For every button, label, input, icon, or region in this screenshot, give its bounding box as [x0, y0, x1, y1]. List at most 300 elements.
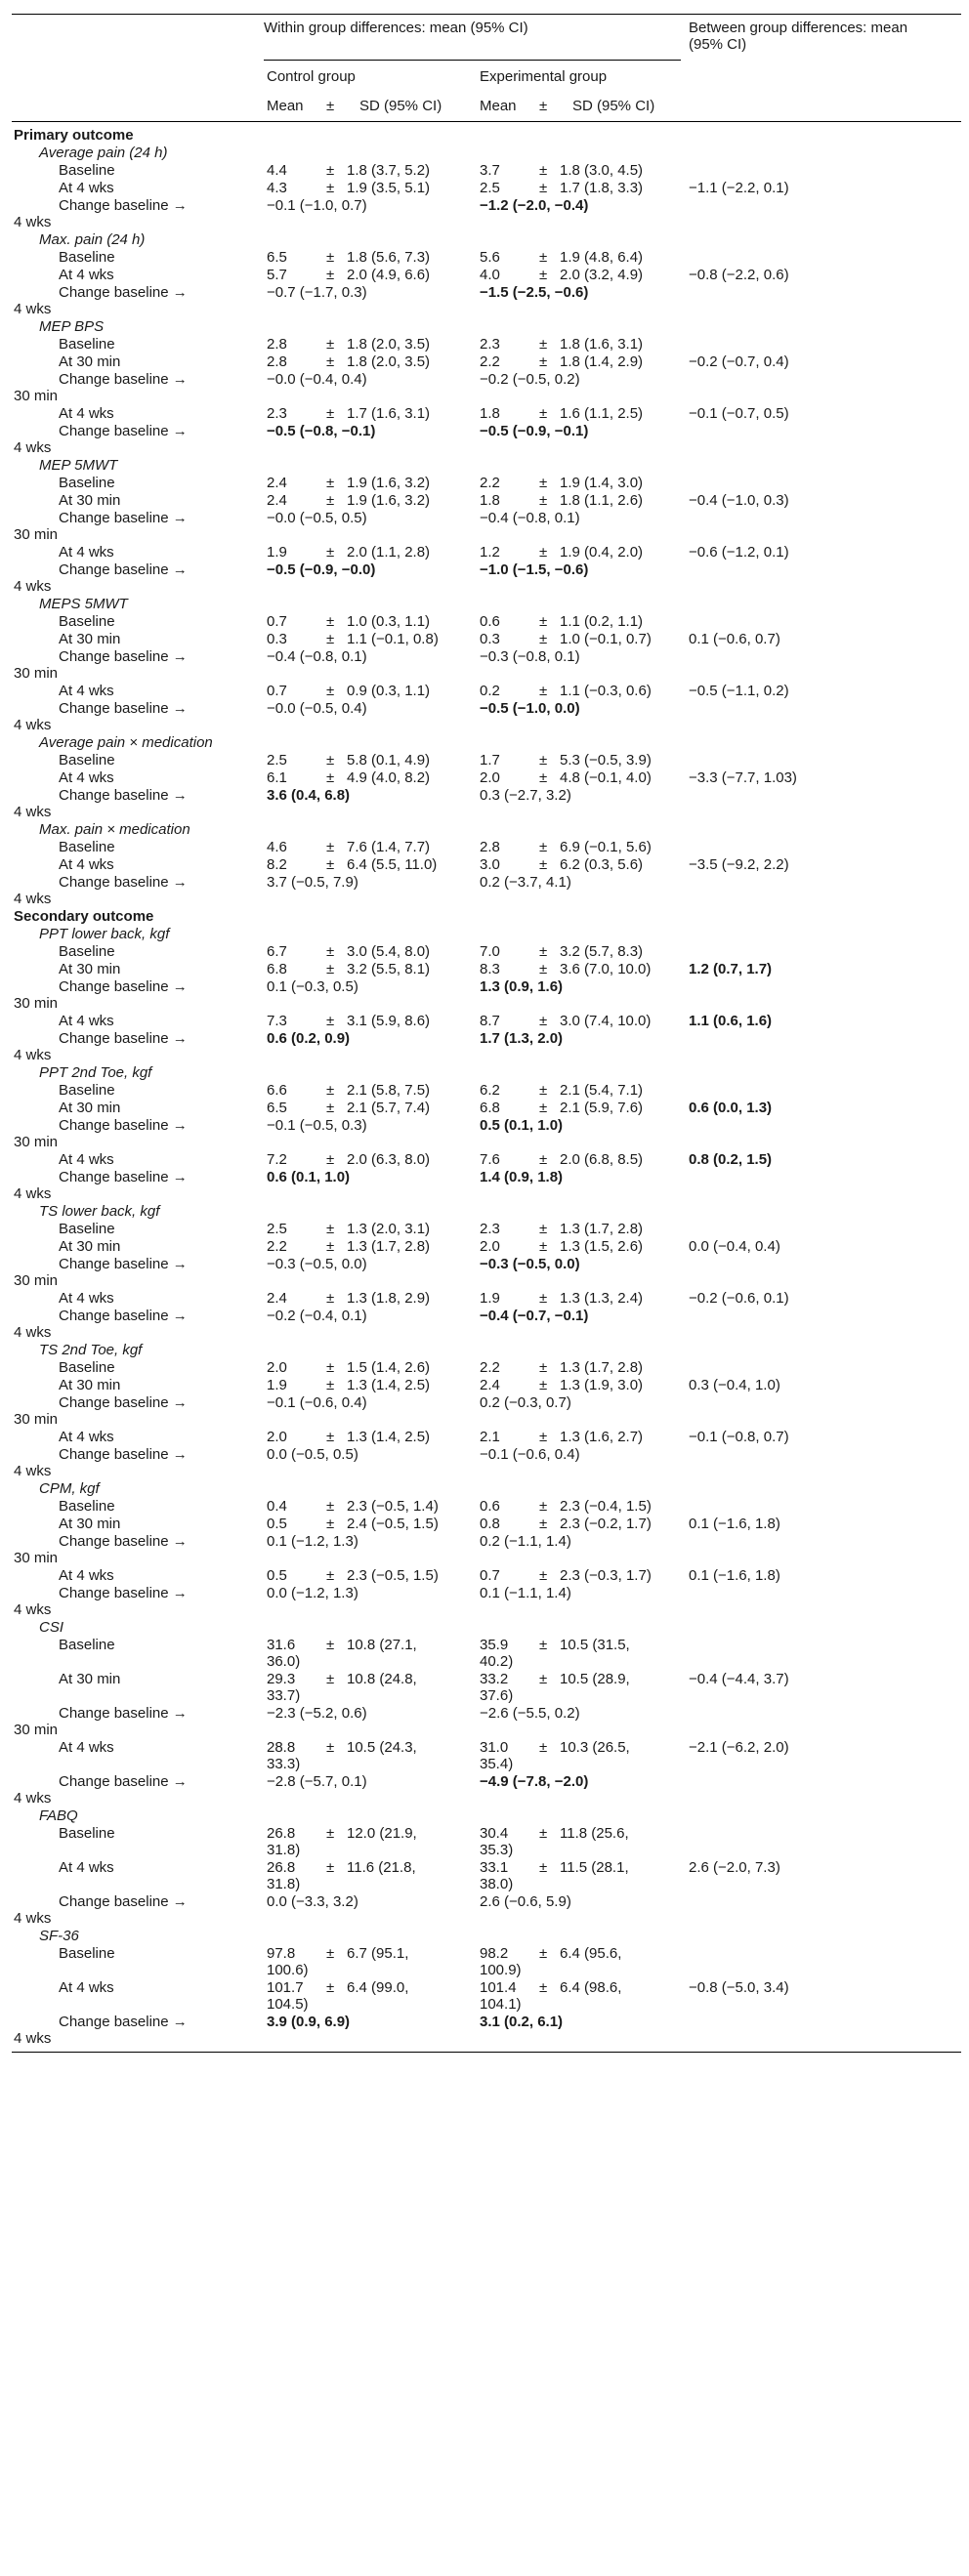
control-sd-ci: 2.4 (−0.5, 1.5): [347, 1516, 439, 1532]
control-mean: 1.9: [267, 1377, 287, 1393]
control-mean: 29.3: [267, 1671, 296, 1687]
control-change: −0.3 (−0.5, 0.0): [267, 1256, 367, 1272]
row-label: At 4 wks: [59, 1859, 114, 1876]
experimental-mean: 2.2: [480, 353, 500, 370]
control-mean: 4.6: [267, 839, 287, 855]
change-label-cont: 30 min: [14, 995, 59, 1012]
table-bottom-rule: [12, 2052, 961, 2053]
experimental-change: −0.2 (−0.5, 0.2): [480, 371, 580, 388]
change-label: Change baseline →: [59, 648, 188, 665]
between-group-diff: 0.6 (0.0, 1.3): [689, 1100, 773, 1116]
control-pm: ±: [326, 1516, 335, 1532]
row-label: At 30 min: [59, 492, 121, 509]
experimental-sd-ci-cont: 40.2): [480, 1653, 514, 1670]
change-label-cont: 30 min: [14, 1550, 59, 1566]
experimental-sd-ci: 1.9 (1.4, 3.0): [560, 475, 644, 491]
change-label-cont: 4 wks: [14, 1601, 52, 1618]
experimental-sd-ci: 1.1 (−0.3, 0.6): [560, 683, 652, 699]
control-pm: ±: [326, 249, 335, 266]
change-label-cont: 30 min: [14, 388, 59, 404]
control-sd-ci: 1.8 (2.0, 3.5): [347, 336, 431, 353]
control-change: −0.5 (−0.9, −0.0): [267, 561, 376, 578]
row-label: Baseline: [59, 1945, 115, 1962]
row-label: At 4 wks: [59, 1567, 114, 1584]
control-pm: ±: [326, 544, 335, 561]
experimental-mean: 7.0: [480, 943, 500, 960]
change-label-cont: 4 wks: [14, 1790, 52, 1807]
row-label: At 30 min: [59, 1516, 121, 1532]
control-sd-ci-cont: 33.7): [267, 1687, 301, 1704]
experimental-change: 1.4 (0.9, 1.8): [480, 1169, 564, 1185]
between-group-diff: −0.2 (−0.6, 0.1): [689, 1290, 789, 1307]
change-label: Change baseline →: [59, 787, 188, 804]
experimental-change: 1.3 (0.9, 1.6): [480, 978, 564, 995]
within-group-header: Within group differences: mean (95% CI): [264, 20, 528, 36]
between-group-diff: 0.1 (−1.6, 1.8): [689, 1567, 780, 1584]
control-pm: ±: [326, 1825, 335, 1842]
control-sd-ci-cont: 31.8): [267, 1876, 301, 1892]
control-mean: 6.5: [267, 249, 287, 266]
between-group-diff: −0.6 (−1.2, 0.1): [689, 544, 789, 561]
control-sd-ci: 6.4 (99.0,: [347, 1979, 409, 1996]
experimental-sd-ci: 10.5 (31.5,: [560, 1637, 630, 1653]
control-change: 0.0 (−0.5, 0.5): [267, 1446, 358, 1463]
change-label: Change baseline →: [59, 1893, 188, 1910]
change-label: Change baseline →: [59, 423, 188, 439]
row-label: At 30 min: [59, 1377, 121, 1393]
control-pm: ±: [326, 1290, 335, 1307]
experimental-change: −0.4 (−0.7, −0.1): [480, 1308, 589, 1324]
outcome-heading: MEP 5MWT: [39, 457, 118, 474]
control-change: −0.1 (−0.5, 0.3): [267, 1117, 367, 1134]
experimental-sd-ci: 1.8 (1.4, 2.9): [560, 353, 644, 370]
control-sd-ci-cont: 33.3): [267, 1756, 301, 1772]
change-label: Change baseline →: [59, 1533, 188, 1550]
within-group-rule: [264, 60, 681, 61]
control-mean: 6.1: [267, 769, 287, 786]
experimental-pm: ±: [539, 1739, 548, 1756]
experimental-change: −1.0 (−1.5, −0.6): [480, 561, 589, 578]
experimental-mean: 1.2: [480, 544, 500, 561]
control-sd-ci: 5.8 (0.1, 4.9): [347, 752, 431, 769]
between-group-diff: 1.1 (0.6, 1.6): [689, 1013, 773, 1029]
experimental-sd-ci: 2.0 (6.8, 8.5): [560, 1151, 644, 1168]
control-pm: ±: [326, 856, 335, 873]
control-pm: ±: [326, 1359, 335, 1376]
experimental-mean: 2.3: [480, 336, 500, 353]
row-label: At 30 min: [59, 961, 121, 977]
control-sd-ci: 6.7 (95.1,: [347, 1945, 409, 1962]
change-label: Change baseline →: [59, 700, 188, 717]
row-label: Baseline: [59, 162, 115, 179]
experimental-pm: ±: [539, 752, 548, 769]
control-sd-ci: 1.9 (3.5, 5.1): [347, 180, 431, 196]
experimental-change: 1.7 (1.3, 2.0): [480, 1030, 564, 1047]
experimental-pm: ±: [539, 1013, 548, 1029]
experimental-pm: ±: [539, 1498, 548, 1515]
experimental-sd-ci: 6.4 (98.6,: [560, 1979, 622, 1996]
change-label-cont: 4 wks: [14, 1324, 52, 1341]
control-mean: 6.7: [267, 943, 287, 960]
control-change: −0.4 (−0.8, 0.1): [267, 648, 367, 665]
control-pm: ±: [326, 1859, 335, 1876]
experimental-sd-ci: 11.8 (25.6,: [560, 1825, 629, 1842]
experimental-sd-ci: 1.0 (−0.1, 0.7): [560, 631, 652, 647]
row-label: Baseline: [59, 1637, 115, 1653]
control-sd-ci: 1.8 (2.0, 3.5): [347, 353, 431, 370]
experimental-sd-ci: 1.1 (0.2, 1.1): [560, 613, 644, 630]
experimental-change: −0.5 (−0.9, −0.1): [480, 423, 589, 439]
control-mean: 6.8: [267, 961, 287, 977]
change-label-cont: 4 wks: [14, 301, 52, 317]
control-sd-ci-cont: 104.5): [267, 1996, 309, 2013]
experimental-mean: 2.4: [480, 1377, 500, 1393]
outcome-heading: TS 2nd Toe, kgf: [39, 1342, 143, 1358]
control-mean: 2.4: [267, 475, 287, 491]
between-group-diff: −2.1 (−6.2, 2.0): [689, 1739, 789, 1756]
experimental-sd-ci: 1.6 (1.1, 2.5): [560, 405, 644, 422]
experimental-pm: ±: [539, 1238, 548, 1255]
control-change: −0.0 (−0.4, 0.4): [267, 371, 367, 388]
experimental-mean: 0.6: [480, 1498, 500, 1515]
control-mean-header: Mean: [267, 98, 304, 114]
row-label: At 30 min: [59, 1238, 121, 1255]
change-label: Change baseline →: [59, 2014, 188, 2030]
experimental-sd-ci: 6.4 (95.6,: [560, 1945, 622, 1962]
control-change: 3.6 (0.4, 6.8): [267, 787, 351, 804]
experimental-pm: ±: [539, 1290, 548, 1307]
experimental-sd-ci: 3.6 (7.0, 10.0): [560, 961, 652, 977]
control-change: −0.0 (−0.5, 0.5): [267, 510, 367, 526]
control-mean: 2.5: [267, 752, 287, 769]
control-sd-ci: 1.8 (5.6, 7.3): [347, 249, 431, 266]
experimental-mean: 3.7: [480, 162, 500, 179]
experimental-mean: 2.2: [480, 1359, 500, 1376]
experimental-pm: ±: [539, 1359, 548, 1376]
control-pm: ±: [326, 631, 335, 647]
experimental-change: 0.1 (−1.1, 1.4): [480, 1585, 571, 1601]
outcome-heading: CPM, kgf: [39, 1480, 100, 1497]
change-label: Change baseline →: [59, 1394, 188, 1411]
control-sd-ci-cont: 31.8): [267, 1842, 301, 1858]
experimental-mean: 1.8: [480, 492, 500, 509]
control-sd-ci-cont: 100.6): [267, 1962, 309, 1978]
control-sd-ci: 2.0 (1.1, 2.8): [347, 544, 431, 561]
experimental-sd-ci-cont: 35.4): [480, 1756, 514, 1772]
row-label: At 4 wks: [59, 683, 114, 699]
control-sd-ci: 2.0 (6.3, 8.0): [347, 1151, 431, 1168]
experimental-pm: ±: [539, 1516, 548, 1532]
experimental-mean: 8.7: [480, 1013, 500, 1029]
change-label: Change baseline →: [59, 1773, 188, 1790]
experimental-sd-ci: 3.0 (7.4, 10.0): [560, 1013, 652, 1029]
experimental-sd-ci: 1.8 (1.6, 3.1): [560, 336, 644, 353]
experimental-pm: ±: [539, 162, 548, 179]
experimental-pm: ±: [539, 1671, 548, 1687]
between-group-diff: 0.3 (−0.4, 1.0): [689, 1377, 780, 1393]
experimental-sd-ci: 3.2 (5.7, 8.3): [560, 943, 644, 960]
experimental-sd-ci-cont: 37.6): [480, 1687, 514, 1704]
control-sd-ci: 3.1 (5.9, 8.6): [347, 1013, 431, 1029]
row-label: Baseline: [59, 839, 115, 855]
row-label: At 4 wks: [59, 856, 114, 873]
control-sd-ci: 2.3 (−0.5, 1.5): [347, 1567, 439, 1584]
control-mean: 0.5: [267, 1567, 287, 1584]
experimental-mean: 101.4: [480, 1979, 517, 1996]
row-label: At 4 wks: [59, 1739, 114, 1756]
experimental-sd-ci: 1.7 (1.8, 3.3): [560, 180, 644, 196]
control-mean: 5.7: [267, 267, 287, 283]
row-label: Baseline: [59, 1359, 115, 1376]
experimental-pm: ±: [539, 492, 548, 509]
change-label-cont: 4 wks: [14, 214, 52, 230]
control-pm: ±: [326, 769, 335, 786]
change-label: Change baseline →: [59, 371, 188, 388]
experimental-mean: 5.6: [480, 249, 500, 266]
experimental-mean: 0.6: [480, 613, 500, 630]
experimental-mean: 0.7: [480, 1567, 500, 1584]
row-label: Baseline: [59, 943, 115, 960]
row-label: At 30 min: [59, 1100, 121, 1116]
control-mean: 26.8: [267, 1825, 296, 1842]
control-change: −0.7 (−1.7, 0.3): [267, 284, 367, 301]
experimental-pm: ±: [539, 1945, 548, 1962]
control-mean: 101.7: [267, 1979, 304, 1996]
control-pm: ±: [326, 1429, 335, 1445]
experimental-mean: 0.3: [480, 631, 500, 647]
table-top-rule: [12, 14, 961, 15]
control-pm: ±: [326, 1979, 335, 1996]
between-group-diff: 2.6 (−2.0, 7.3): [689, 1859, 780, 1876]
control-sd-ci: 1.0 (0.3, 1.1): [347, 613, 431, 630]
row-label: At 30 min: [59, 1671, 121, 1687]
change-label: Change baseline →: [59, 874, 188, 891]
control-sd-ci: 3.2 (5.5, 8.1): [347, 961, 431, 977]
control-mean: 0.3: [267, 631, 287, 647]
control-pm: ±: [326, 267, 335, 283]
experimental-change: −1.5 (−2.5, −0.6): [480, 284, 589, 301]
control-change: 0.0 (−3.3, 3.2): [267, 1893, 358, 1910]
between-group-diff: −0.4 (−4.4, 3.7): [689, 1671, 789, 1687]
between-group-diff: 1.2 (0.7, 1.7): [689, 961, 773, 977]
control-pm: ±: [326, 1498, 335, 1515]
control-pm: ±: [326, 1945, 335, 1962]
change-label: Change baseline →: [59, 1446, 188, 1463]
row-label: At 4 wks: [59, 769, 114, 786]
control-pm: ±: [326, 1100, 335, 1116]
experimental-sd-ci-cont: 104.1): [480, 1996, 522, 2013]
change-label: Change baseline →: [59, 561, 188, 578]
change-label-cont: 4 wks: [14, 891, 52, 907]
experimental-change: 0.5 (0.1, 1.0): [480, 1117, 564, 1134]
control-mean: 6.6: [267, 1082, 287, 1099]
row-label: Baseline: [59, 475, 115, 491]
control-mean: 8.2: [267, 856, 287, 873]
experimental-sd-ci: 6.9 (−0.1, 5.6): [560, 839, 652, 855]
control-mean: 0.7: [267, 613, 287, 630]
change-label-cont: 4 wks: [14, 1185, 52, 1202]
row-label: Baseline: [59, 1825, 115, 1842]
row-label: At 4 wks: [59, 1429, 114, 1445]
experimental-mean: 2.0: [480, 1238, 500, 1255]
experimental-sd-ci: 1.3 (1.3, 2.4): [560, 1290, 644, 1307]
experimental-mean: 7.6: [480, 1151, 500, 1168]
control-sd-ci: 1.8 (3.7, 5.2): [347, 162, 431, 179]
experimental-sd-ci: 5.3 (−0.5, 3.9): [560, 752, 652, 769]
experimental-pm: ±: [539, 631, 548, 647]
experimental-mean: 0.2: [480, 683, 500, 699]
control-pm: ±: [326, 613, 335, 630]
control-mean: 2.4: [267, 1290, 287, 1307]
control-sd-ci: 10.5 (24.3,: [347, 1739, 417, 1756]
between-group-diff: −0.8 (−5.0, 3.4): [689, 1979, 789, 1996]
change-label: Change baseline →: [59, 1117, 188, 1134]
control-pm: ±: [326, 839, 335, 855]
control-mean: 0.4: [267, 1498, 287, 1515]
control-sd-ci: 1.9 (1.6, 3.2): [347, 475, 431, 491]
control-pm: ±: [326, 1739, 335, 1756]
between-group-diff: −0.5 (−1.1, 0.2): [689, 683, 789, 699]
experimental-sd-ci: 1.3 (1.6, 2.7): [560, 1429, 644, 1445]
change-label-cont: 30 min: [14, 665, 59, 682]
experimental-change: −4.9 (−7.8, −2.0): [480, 1773, 589, 1790]
experimental-mean: 30.4: [480, 1825, 509, 1842]
control-change: −0.0 (−0.5, 0.4): [267, 700, 367, 717]
between-group-diff: −0.1 (−0.8, 0.7): [689, 1429, 789, 1445]
control-pm: ±: [326, 405, 335, 422]
row-label: Baseline: [59, 249, 115, 266]
control-pm: ±: [326, 336, 335, 353]
control-pm: ±: [326, 492, 335, 509]
change-label-cont: 4 wks: [14, 1463, 52, 1479]
change-label-cont: 30 min: [14, 1411, 59, 1428]
between-group-diff: −0.8 (−2.2, 0.6): [689, 267, 789, 283]
experimental-pm: ±: [539, 1082, 548, 1099]
control-change: −2.3 (−5.2, 0.6): [267, 1705, 367, 1722]
outcome-heading: Average pain × medication: [39, 734, 213, 751]
outcome-heading: SF-36: [39, 1928, 79, 1944]
control-pm: ±: [326, 353, 335, 370]
between-group-header-line2: (95% CI): [689, 36, 747, 53]
experimental-sd-header: SD (95% CI): [572, 98, 655, 114]
outcome-heading: PPT lower back, kgf: [39, 926, 170, 942]
experimental-change: 0.3 (−2.7, 3.2): [480, 787, 571, 804]
experimental-change: −1.2 (−2.0, −0.4): [480, 197, 589, 214]
experimental-sd-ci-cont: 35.3): [480, 1842, 514, 1858]
between-group-diff: −0.4 (−1.0, 0.3): [689, 492, 789, 509]
control-sd-ci: 11.6 (21.8,: [347, 1859, 416, 1876]
experimental-group-header: Experimental group: [480, 68, 608, 85]
experimental-change: 0.2 (−0.3, 0.7): [480, 1394, 571, 1411]
experimental-pm: ±: [539, 769, 548, 786]
experimental-mean: 35.9: [480, 1637, 509, 1653]
control-sd-ci: 1.9 (1.6, 3.2): [347, 492, 431, 509]
experimental-mean: 33.2: [480, 1671, 509, 1687]
experimental-sd-ci: 1.3 (1.5, 2.6): [560, 1238, 644, 1255]
row-label: Baseline: [59, 1082, 115, 1099]
control-change: 0.6 (0.1, 1.0): [267, 1169, 351, 1185]
control-sd-ci: 1.3 (1.7, 2.8): [347, 1238, 431, 1255]
row-label: At 4 wks: [59, 267, 114, 283]
experimental-mean-header: Mean: [480, 98, 517, 114]
experimental-mean: 31.0: [480, 1739, 509, 1756]
control-pm: ±: [326, 1377, 335, 1393]
experimental-pm: ±: [539, 839, 548, 855]
control-mean: 28.8: [267, 1739, 296, 1756]
control-group-header: Control group: [267, 68, 356, 85]
control-mean: 7.2: [267, 1151, 287, 1168]
control-mean: 2.5: [267, 1221, 287, 1237]
control-change: 3.9 (0.9, 6.9): [267, 2014, 351, 2030]
change-label-cont: 4 wks: [14, 804, 52, 820]
experimental-sd-ci-cont: 38.0): [480, 1876, 514, 1892]
change-label: Change baseline →: [59, 1169, 188, 1185]
control-pm: ±: [326, 752, 335, 769]
control-sd-ci: 1.3 (1.4, 2.5): [347, 1377, 431, 1393]
experimental-mean: 1.8: [480, 405, 500, 422]
control-mean: 6.5: [267, 1100, 287, 1116]
control-mean: 0.5: [267, 1516, 287, 1532]
experimental-pm: ±: [539, 336, 548, 353]
row-label: At 30 min: [59, 353, 121, 370]
change-label: Change baseline →: [59, 1030, 188, 1047]
experimental-mean: 2.2: [480, 475, 500, 491]
outcome-heading: FABQ: [39, 1807, 78, 1824]
experimental-pm: ±: [539, 1637, 548, 1653]
experimental-pm: ±: [539, 405, 548, 422]
between-group-diff: −3.3 (−7.7, 1.03): [689, 769, 797, 786]
change-label-cont: 30 min: [14, 1722, 59, 1738]
change-label: Change baseline →: [59, 284, 188, 301]
experimental-change: 0.2 (−1.1, 1.4): [480, 1533, 571, 1550]
row-label: At 4 wks: [59, 1151, 114, 1168]
between-group-diff: −1.1 (−2.2, 0.1): [689, 180, 789, 196]
control-pm: ±: [326, 162, 335, 179]
experimental-sd-ci: 1.3 (1.7, 2.8): [560, 1359, 644, 1376]
experimental-pm: ±: [539, 1825, 548, 1842]
change-label: Change baseline →: [59, 1256, 188, 1272]
control-mean: 2.0: [267, 1359, 287, 1376]
control-sd-ci: 2.1 (5.8, 7.5): [347, 1082, 431, 1099]
control-mean: 31.6: [267, 1637, 296, 1653]
control-pm: ±: [326, 683, 335, 699]
change-label: Change baseline →: [59, 197, 188, 214]
experimental-sd-ci-cont: 100.9): [480, 1962, 522, 1978]
experimental-mean: 6.8: [480, 1100, 500, 1116]
control-change: −0.2 (−0.4, 0.1): [267, 1308, 367, 1324]
between-group-diff: 0.1 (−0.6, 0.7): [689, 631, 780, 647]
between-group-diff: 0.0 (−0.4, 0.4): [689, 1238, 780, 1255]
control-sd-ci: 2.3 (−0.5, 1.4): [347, 1498, 439, 1515]
experimental-mean: 2.8: [480, 839, 500, 855]
experimental-mean: 33.1: [480, 1859, 509, 1876]
experimental-mean: 2.5: [480, 180, 500, 196]
change-label: Change baseline →: [59, 510, 188, 526]
experimental-sd-ci: 2.0 (3.2, 4.9): [560, 267, 644, 283]
between-group-header-line1: Between group differences: mean: [689, 20, 908, 36]
control-pm: ±: [326, 1238, 335, 1255]
control-sd-ci: 1.3 (1.4, 2.5): [347, 1429, 431, 1445]
control-mean: 4.3: [267, 180, 287, 196]
experimental-pm: ±: [539, 1979, 548, 1996]
row-label: At 4 wks: [59, 1290, 114, 1307]
control-pm: ±: [326, 1151, 335, 1168]
row-label: At 4 wks: [59, 1979, 114, 1996]
change-label-cont: 4 wks: [14, 717, 52, 733]
control-sd-ci: 1.1 (−0.1, 0.8): [347, 631, 439, 647]
control-pm: ±: [326, 1013, 335, 1029]
between-group-diff: 0.8 (0.2, 1.5): [689, 1151, 773, 1168]
